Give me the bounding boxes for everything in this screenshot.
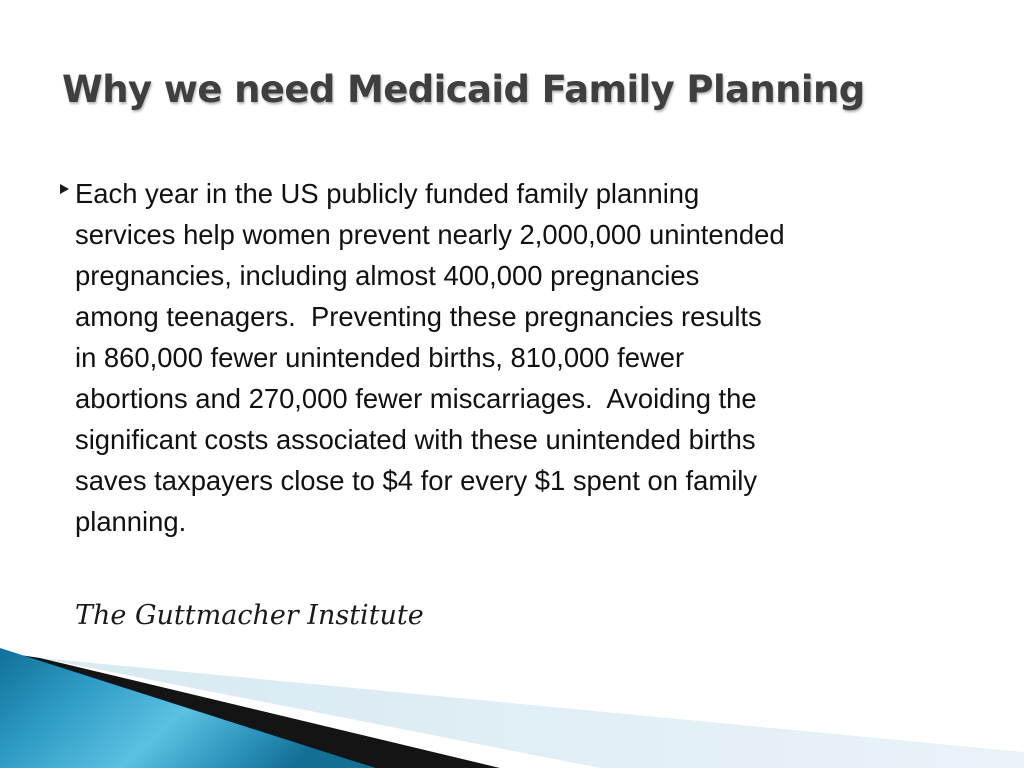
body-line: in 860,000 fewer unintended births, 810,000 fewer [75, 342, 685, 373]
body-line: abortions and 270,000 fewer miscarriages. Avoiding the [75, 383, 757, 414]
body-line: saves taxpayers close to $4 for every $1 spent on family [75, 465, 758, 496]
source-attribution: The Guttmacher Institute [75, 600, 424, 631]
body-line: among teenagers. Preventing these pregnancies results [75, 301, 762, 332]
body-line: pregnancies, including almost 400,000 pregnancies [75, 260, 700, 291]
decorative-swoosh [0, 640, 1024, 768]
body-line: services help women prevent nearly 2,000,000 unintended [75, 219, 785, 250]
body-paragraph [75, 173, 975, 542]
body-line: significant costs associated with these unintended births [75, 424, 756, 455]
body-line: planning. [75, 506, 187, 537]
slide-title: Why we need Medicaid Family Planning [62, 68, 865, 111]
body-line: Each year in the US publicly funded family planning [75, 178, 700, 209]
arrow-bullet-icon [60, 184, 69, 194]
